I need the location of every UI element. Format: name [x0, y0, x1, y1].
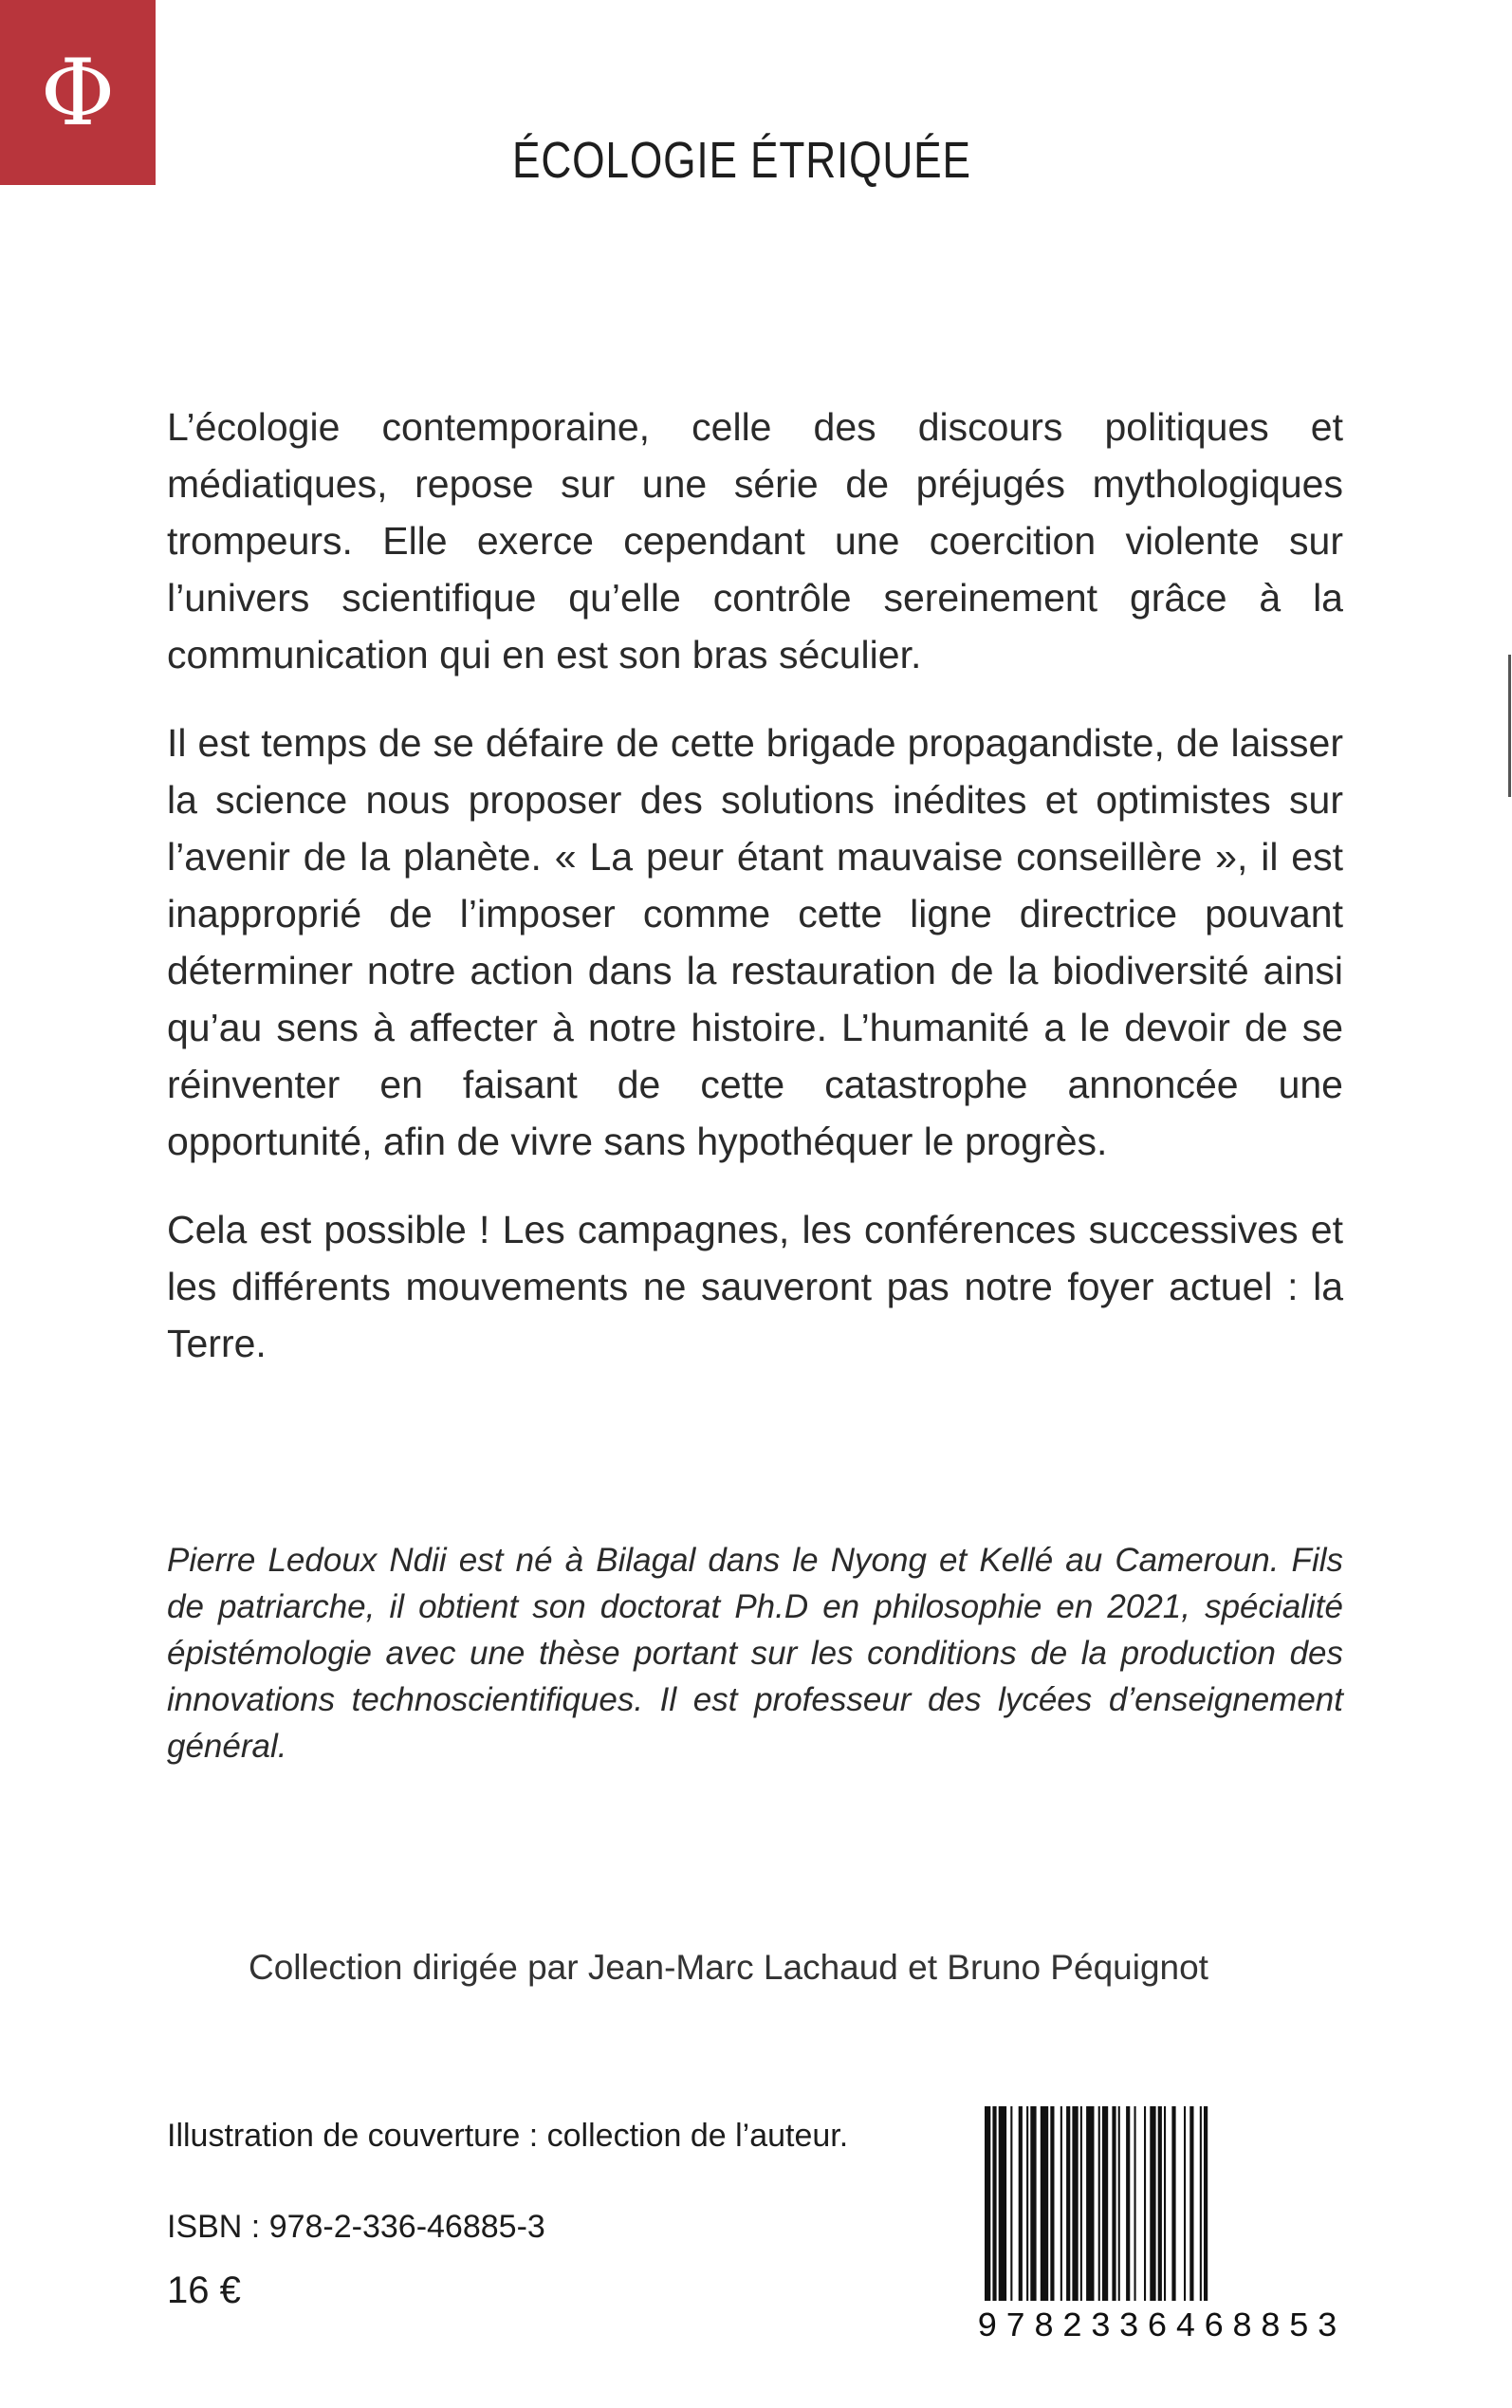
barcode-bar — [1098, 2106, 1100, 2301]
isbn: ISBN : 978-2-336-46885-3 — [167, 2209, 545, 2245]
phi-logo-icon: Φ — [40, 39, 116, 146]
publisher-logo — [0, 0, 156, 185]
barcode-bar — [1204, 2106, 1208, 2301]
barcode-bar — [1050, 2106, 1054, 2301]
barcode-bar — [1066, 2106, 1070, 2301]
barcode-bar — [1026, 2106, 1028, 2301]
isbn-barcode — [977, 2106, 1337, 2351]
barcode-digit: 6 — [1147, 2307, 1168, 2346]
blurb-paragraph: L’écologie contemporaine, celle des discours politiques et médiatiques, repose sur une série de préjugés mythologiques trompeurs. Elle exerce cependant une coercition violente sur l’univers scientifique qu’elle contrôle sereinement grâce à la communication qui en est son bras séculier. — [167, 405, 1343, 676]
author-name: Pierre Ledoux Ndii — [167, 1542, 447, 1579]
barcode-bar — [1144, 2106, 1146, 2301]
barcode-bar — [1080, 2106, 1082, 2301]
barcode-bar — [1158, 2106, 1162, 2301]
barcode-digit: 7 — [1005, 2307, 1026, 2346]
price: 16 € — [167, 2269, 241, 2311]
barcode-bar — [985, 2106, 990, 2301]
barcode-bar — [999, 2106, 1006, 2301]
blurb-paragraph: Il est temps de se défaire de cette brigade propagandiste, de laisser la science nous proposer des solutions inédites et optimistes sur l’avenir de la planète. « La peur étant mauvaise conseillère », il est inapproprié de l’imposer comme cette ligne directrice pouvant déterminer notre action dans la restauration de la biodiversité ainsi qu’au sens à affecter à notre histoire. L’humanité a le devoir de se réinventer en faisant de cette catastrophe annoncée une opportunité, afin de vivre sans hypothéquer le progrès. — [167, 721, 1343, 1163]
barcode-bar — [1189, 2106, 1193, 2301]
barcode-digits — [977, 2307, 1337, 2346]
barcode-bar — [1150, 2106, 1155, 2301]
barcode-bar — [1134, 2106, 1136, 2301]
barcode-bar — [1126, 2106, 1130, 2301]
illustration-credit: Illustration de couverture : collection de l’auteur. — [167, 2118, 849, 2154]
barcode-digit: 6 — [1203, 2307, 1225, 2346]
barcode-digit: 5 — [1288, 2307, 1310, 2346]
barcode-digit: 3 — [1118, 2307, 1139, 2346]
barcode-bar — [1030, 2106, 1036, 2301]
barcode-bar — [1171, 2106, 1175, 2301]
barcode-bar — [1112, 2106, 1116, 2301]
barcode-bar — [1072, 2106, 1078, 2301]
barcode-digit: 3 — [1090, 2307, 1112, 2346]
barcode-bar — [1164, 2106, 1166, 2301]
edge-mark — [1508, 655, 1511, 797]
author-bio — [167, 1537, 1343, 1769]
barcode-digit: 8 — [1260, 2307, 1282, 2346]
barcode-bar — [1086, 2106, 1094, 2301]
author-bio-text: est né à Bilagal dans le Nyong et Kellé au Cameroun. Fils de patriarche, il obtient son doctorat Ph.D en philosophie en 2021, spécialité épistémologie avec une thèse portant sur les conditions de la production des innovations technoscientifiques. Il est professeur des lycées d’enseignement général. — [167, 1542, 1343, 1765]
barcode-bar — [1184, 2106, 1186, 2301]
barcode-bar — [1060, 2106, 1062, 2301]
barcode-bar — [1102, 2106, 1108, 2301]
barcode-bar — [1010, 2106, 1012, 2301]
barcode-bar — [1118, 2106, 1120, 2301]
barcode-digit: 2 — [1061, 2307, 1083, 2346]
barcode-bar — [1019, 2106, 1023, 2301]
blurb-paragraph: Cela est possible ! Les campagnes, les conférences successives et les différents mouvements ne sauveront pas notre foyer actuel : la Terre. — [167, 1208, 1343, 1365]
barcode-digit: 8 — [1033, 2307, 1055, 2346]
book-title: ÉCOLOGIE ÉTRIQUÉE — [512, 132, 971, 189]
back-cover-blurb — [167, 398, 1343, 1403]
barcode-bar — [1041, 2106, 1048, 2301]
barcode-bar — [1200, 2106, 1202, 2301]
barcode-digit: 4 — [1175, 2307, 1196, 2346]
barcode-digit: 3 — [1317, 2307, 1337, 2346]
barcode-digit: 9 — [977, 2307, 998, 2346]
barcode-bar — [992, 2106, 996, 2301]
barcode-digit: 8 — [1231, 2307, 1253, 2346]
collection-credit: Collection dirigée par Jean-Marc Lachaud et Bruno Péquignot — [249, 1948, 1208, 1987]
